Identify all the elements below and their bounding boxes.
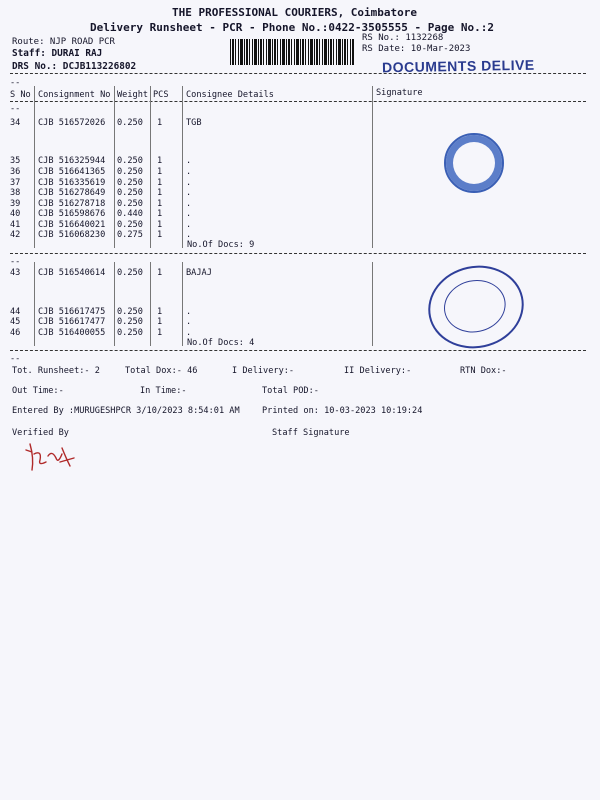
dash-mark: -- [10, 354, 21, 364]
divider [10, 73, 586, 74]
row-sno: 45 [10, 317, 21, 327]
row-consignment: CJB 516572026 [38, 118, 106, 128]
row-details: BAJAJ [186, 268, 212, 278]
row-sno: 41 [10, 220, 21, 230]
column-rule [372, 86, 373, 248]
column-rule [34, 86, 35, 248]
row-pcs: 1 [157, 118, 163, 128]
column-rule [114, 86, 115, 248]
row-consignment: CJB 516640021 [38, 220, 106, 230]
rtn-dox: RTN Dox:- [460, 366, 507, 376]
row-weight: 0.250 [117, 178, 143, 188]
rs-number: RS No.: 1132268 [362, 33, 444, 43]
row-pcs: 1 [157, 209, 163, 219]
verified-by: Verified By [12, 428, 69, 438]
drs-number: DRS No.: DCJB113226802 [12, 61, 137, 72]
out-time: Out Time:- [12, 386, 64, 396]
row-pcs: 1 [157, 178, 163, 188]
row-pcs: 1 [157, 317, 163, 327]
row-pcs: 1 [157, 220, 163, 230]
route-label: Route: NJP ROAD PCR [12, 37, 115, 47]
row-consignment: CJB 516617475 [38, 307, 106, 317]
row-weight: 0.250 [117, 307, 143, 317]
row-details: . [186, 230, 192, 240]
row-weight: 0.250 [117, 220, 143, 230]
row-sno: 44 [10, 307, 21, 317]
col-header-consignee: Consignee Details [186, 90, 274, 100]
row-sno: 40 [10, 209, 21, 219]
barcode [230, 39, 354, 65]
row-consignment: CJB 516400055 [38, 328, 106, 338]
row-pcs: 1 [157, 328, 163, 338]
column-rule [150, 86, 151, 248]
row-weight: 0.250 [117, 156, 143, 166]
row-sno: 36 [10, 167, 21, 177]
row-sno: 38 [10, 188, 21, 198]
entered-by: Entered By :MURUGESHPCR 3/10/2023 8:54:01 AM [12, 406, 240, 416]
col-header-weight: Weight [117, 90, 149, 100]
first-delivery: I Delivery:- [232, 366, 295, 376]
row-sno: 43 [10, 268, 21, 278]
row-consignment: CJB 516068230 [38, 230, 106, 240]
row-details: . [186, 188, 192, 198]
handwritten-signature [22, 440, 82, 476]
column-rule [34, 262, 35, 346]
row-weight: 0.275 [117, 230, 143, 240]
row-weight: 0.250 [117, 118, 143, 128]
document-subtitle: Delivery Runsheet - PCR - Phone No.:0422-3505555 - Page No.:2 [90, 21, 494, 34]
row-details: . [186, 307, 192, 317]
total-pod: Total POD:- [262, 386, 319, 396]
staff-signature: Staff Signature [272, 428, 350, 438]
col-header-signature: Signature [376, 88, 423, 98]
row-consignment: CJB 516335619 [38, 178, 106, 188]
column-rule [150, 262, 151, 346]
documents-delivered-stamp: DOCUMENTS DELIVE [381, 56, 535, 76]
row-pcs: 1 [157, 188, 163, 198]
row-details: . [186, 199, 192, 209]
row-details: . [186, 328, 192, 338]
row-consignment: CJB 516617477 [38, 317, 106, 327]
total-dox: Total Dox:- 46 [125, 366, 198, 376]
row-pcs: 1 [157, 199, 163, 209]
divider [10, 350, 586, 351]
in-time: In Time:- [140, 386, 187, 396]
rs-date: RS Date: 10-Mar-2023 [362, 44, 471, 54]
col-header-sno: S No [10, 90, 31, 100]
row-sno: 42 [10, 230, 21, 240]
divider [10, 253, 586, 254]
dash-mark: -- [10, 78, 21, 88]
docs-count: No.Of Docs: 4 [187, 338, 255, 348]
row-details: TGB [186, 118, 202, 128]
column-rule [182, 262, 183, 346]
col-header-pcs: PCS [153, 90, 169, 100]
divider [10, 101, 586, 102]
document-title: THE PROFESSIONAL COURIERS, Coimbatore [172, 6, 418, 19]
row-sno: 37 [10, 178, 21, 188]
row-consignment: CJB 516325944 [38, 156, 106, 166]
row-sno: 34 [10, 118, 21, 128]
dash-mark: -- [10, 104, 21, 114]
row-weight: 0.250 [117, 317, 143, 327]
col-header-consignment: Consignment No [38, 90, 111, 100]
row-sno: 35 [10, 156, 21, 166]
row-details: . [186, 167, 192, 177]
column-rule [114, 262, 115, 346]
row-pcs: 1 [157, 268, 163, 278]
row-consignment: CJB 516598676 [38, 209, 106, 219]
row-consignment: CJB 516641365 [38, 167, 106, 177]
company-seal-stamp [421, 257, 532, 357]
printed-on: Printed on: 10-03-2023 10:19:24 [262, 406, 423, 416]
row-weight: 0.250 [117, 199, 143, 209]
row-pcs: 1 [157, 167, 163, 177]
row-details: . [186, 178, 192, 188]
docs-count: No.Of Docs: 9 [187, 240, 255, 250]
row-consignment: CJB 516278649 [38, 188, 106, 198]
row-details: . [186, 156, 192, 166]
dash-mark: -- [10, 257, 21, 267]
row-weight: 0.440 [117, 209, 143, 219]
row-pcs: 1 [157, 307, 163, 317]
row-consignment: CJB 516540614 [38, 268, 106, 278]
row-pcs: 1 [157, 230, 163, 240]
column-rule [182, 86, 183, 248]
second-delivery: II Delivery:- [344, 366, 412, 376]
row-details: . [186, 220, 192, 230]
staff-label: Staff: DURAI RAJ [12, 48, 103, 59]
row-weight: 0.250 [117, 188, 143, 198]
row-weight: 0.250 [117, 328, 143, 338]
row-consignment: CJB 516278718 [38, 199, 106, 209]
column-rule [372, 262, 373, 346]
row-details: . [186, 317, 192, 327]
row-details: . [186, 209, 192, 219]
row-sno: 39 [10, 199, 21, 209]
total-runsheet: Tot. Runsheet:- 2 [12, 366, 100, 376]
row-weight: 0.250 [117, 167, 143, 177]
row-pcs: 1 [157, 156, 163, 166]
row-sno: 46 [10, 328, 21, 338]
row-weight: 0.250 [117, 268, 143, 278]
postal-seal-stamp [444, 133, 504, 193]
